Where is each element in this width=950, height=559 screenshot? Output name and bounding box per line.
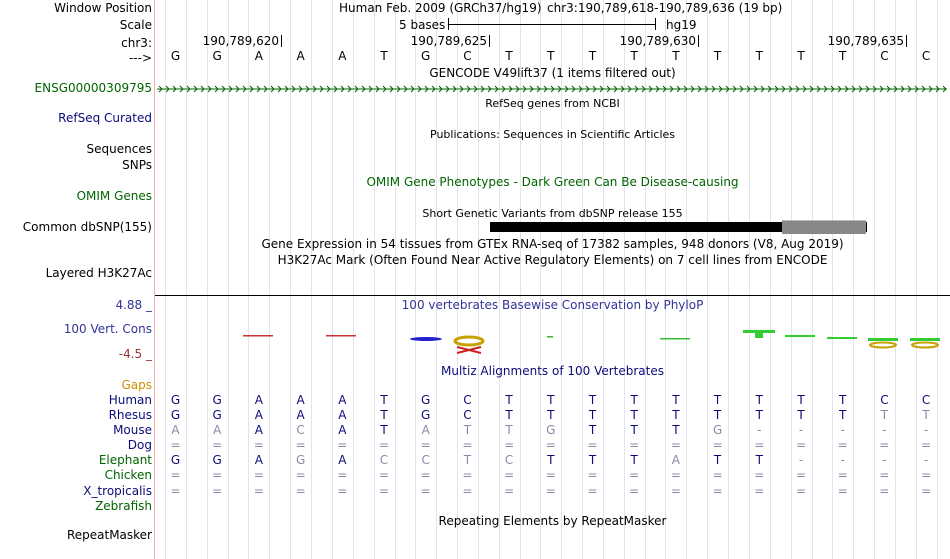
alignment-base: C xyxy=(463,408,472,422)
track-label-pane xyxy=(0,0,154,559)
reference-sequence[interactable] xyxy=(155,49,950,64)
alignment-base: = xyxy=(754,438,765,452)
alignment-base: C xyxy=(504,453,514,467)
alignment-base: T xyxy=(672,408,680,422)
alignment-base: T xyxy=(547,453,555,467)
gene-strand-arrows xyxy=(157,84,947,94)
alignment-base: = xyxy=(253,438,264,452)
alignment-base: = xyxy=(462,438,473,452)
alignment-base: = xyxy=(879,468,890,482)
alignment-base: A xyxy=(254,453,263,467)
alignment-base: = xyxy=(337,438,348,452)
snps-label[interactable]: SNPs xyxy=(122,158,152,172)
reference-base: C xyxy=(880,49,889,63)
alignment-base: = xyxy=(629,484,640,498)
phylop-conservation-graph[interactable] xyxy=(155,326,950,356)
dbsnp-variant-bar-gray[interactable] xyxy=(782,220,866,234)
reference-base: A xyxy=(338,49,347,63)
alignment-base: G xyxy=(421,393,431,407)
alignment-base: T xyxy=(588,453,597,467)
alignment-base: G xyxy=(212,408,222,422)
alignment-base: G xyxy=(212,453,222,467)
species-elephant-label[interactable]: Elephant xyxy=(98,453,152,467)
repeatmasker-label[interactable]: RepeatMasker xyxy=(66,528,152,542)
alignment-base: = xyxy=(253,468,264,482)
alignment-base: T xyxy=(380,408,388,422)
gaps-label[interactable]: Gaps xyxy=(121,378,152,392)
phylop-negative-marks xyxy=(243,335,356,337)
alignment-base: = xyxy=(462,468,473,482)
sequences-label[interactable]: Sequences xyxy=(86,142,152,156)
alignment-base: = xyxy=(712,438,723,452)
alignment-base: = xyxy=(921,484,932,498)
omim-genes-label[interactable]: OMIM Genes xyxy=(76,189,152,203)
alignment-base: - xyxy=(923,453,929,467)
alignment-base: = xyxy=(420,468,431,482)
species-human-label[interactable]: Human xyxy=(108,393,152,407)
ruler-tick-label: 190,789,630 xyxy=(619,34,696,48)
alignment-base: = xyxy=(170,484,181,498)
ruler-tick-label: 190,789,635 xyxy=(827,34,904,48)
alignment-base: T xyxy=(380,393,388,407)
alignment-base: A xyxy=(296,393,305,407)
alignment-base: = xyxy=(295,438,306,452)
alignment-base: - xyxy=(798,453,804,467)
alignment-base: = xyxy=(587,438,598,452)
alignment-base: = xyxy=(670,484,681,498)
reference-base: T xyxy=(380,49,388,63)
alignment-base: T xyxy=(630,393,638,407)
scale-bar-right-tick xyxy=(655,18,656,30)
track-separator xyxy=(155,295,950,296)
alignment-base: = xyxy=(921,468,932,482)
alignment-base: = xyxy=(504,484,515,498)
alignment-base: A xyxy=(171,423,180,437)
alignment-base: T xyxy=(755,453,763,467)
alignment-base: T xyxy=(755,393,763,407)
refseq-curated-label[interactable]: RefSeq Curated xyxy=(58,111,152,125)
gencode-track-title: GENCODE V49lift37 (1 items filtered out) xyxy=(429,66,676,80)
alignment-base: T xyxy=(672,393,680,407)
alignment-base: = xyxy=(545,468,556,482)
alignment-base: G xyxy=(170,393,181,407)
alignment-base: = xyxy=(378,468,390,482)
multiz-track-title: Multiz Alignments of 100 Vertebrates xyxy=(440,364,665,378)
alignment-row-xtropicalis[interactable] xyxy=(155,484,950,499)
alignment-base: - xyxy=(923,423,929,437)
alignment-base: = xyxy=(712,468,723,482)
repeatmasker-track-title: Repeating Elements by RepeatMasker xyxy=(438,514,667,528)
alignment-base: = xyxy=(295,468,306,482)
alignment-base: C xyxy=(379,453,389,467)
alignment-base: = xyxy=(879,484,890,498)
alignment-base: = xyxy=(754,484,765,498)
phylop-max-label[interactable]: 4.88 _ xyxy=(115,298,152,312)
alignment-base: T xyxy=(713,408,722,422)
alignment-base: = xyxy=(670,468,681,482)
window-position-label[interactable]: Window Position xyxy=(54,1,152,15)
ruler-tick xyxy=(698,35,699,47)
ruler-tick xyxy=(489,35,490,47)
alignment-base: T xyxy=(630,453,638,467)
scale-bar-left-tick xyxy=(448,18,449,30)
gene-model-ensg00000309795[interactable] xyxy=(157,83,947,93)
reference-base: T xyxy=(630,49,638,63)
alignment-base: G xyxy=(712,423,723,437)
reference-base: T xyxy=(839,49,847,63)
alignment-base: = xyxy=(837,438,848,452)
alignment-base: = xyxy=(629,438,640,452)
species-chicken-label[interactable]: Chicken xyxy=(104,468,152,482)
alignment-base: = xyxy=(670,438,681,452)
alignment-base: = xyxy=(170,468,181,482)
gtex-track-title: Gene Expression in 54 tissues from GTEx RNA-seq of 17382 samples, 948 donors (V8, Aug 2019) xyxy=(261,237,844,251)
alignment-base: - xyxy=(757,423,762,437)
refseq-track-title: RefSeq genes from NCBI xyxy=(485,97,620,110)
alignment-base: = xyxy=(212,484,223,498)
alignment-base: T xyxy=(588,408,597,422)
alignment-base: G xyxy=(546,423,556,437)
alignment-base: T xyxy=(797,408,805,422)
alignment-base: = xyxy=(253,484,264,498)
reference-base: A xyxy=(296,49,305,63)
omim-track-title: OMIM Gene Phenotypes - Dark Green Can Be Disease-causing xyxy=(366,175,739,189)
alignment-base: = xyxy=(545,438,556,452)
alignment-base: = xyxy=(712,484,723,498)
alignment-base: T xyxy=(588,393,597,407)
chr-label[interactable]: chr3: xyxy=(121,36,152,50)
db-text: hg19 xyxy=(666,18,697,32)
alignment-base: T xyxy=(839,408,847,422)
alignment-base: = xyxy=(795,468,807,482)
ruler-tick-label: 190,789,620 xyxy=(202,34,279,48)
alignment-base: - xyxy=(798,423,804,437)
common-dbsnp-label[interactable]: Common dbSNP(155) xyxy=(22,220,152,234)
alignment-base: G xyxy=(295,453,306,467)
alignment-row-chicken[interactable] xyxy=(155,468,950,483)
reference-base: T xyxy=(505,49,513,63)
alignment-base: - xyxy=(882,423,887,437)
alignment-base: T xyxy=(755,408,763,422)
alignment-base: T xyxy=(463,453,472,467)
alignment-base: T xyxy=(672,423,680,437)
reference-base: G xyxy=(212,49,222,63)
species-dog-label[interactable]: Dog xyxy=(127,438,152,452)
reference-base: T xyxy=(588,49,597,63)
alignment-base: C xyxy=(921,393,931,407)
alignment-base: = xyxy=(921,438,932,452)
alignment-base: T xyxy=(588,423,597,437)
alignment-base: = xyxy=(462,484,473,498)
reference-base: G xyxy=(421,49,431,63)
alignment-base: - xyxy=(840,423,845,437)
alignment-base: T xyxy=(463,423,472,437)
scale-label[interactable]: Scale xyxy=(119,18,152,32)
ensg-label[interactable]: ENSG00000309795 xyxy=(34,81,152,95)
alignment-row-dog[interactable] xyxy=(155,438,950,453)
alignment-base: C xyxy=(296,423,305,437)
alignment-base: T xyxy=(713,453,722,467)
alignment-base: = xyxy=(545,484,556,498)
alignment-base: T xyxy=(839,393,847,407)
alignment-base: = xyxy=(879,438,890,452)
alignment-base: - xyxy=(840,453,845,467)
species-mouse-label[interactable]: Mouse xyxy=(113,423,152,437)
reference-base: T xyxy=(547,49,555,63)
reference-base: T xyxy=(713,49,722,63)
alignment-base: = xyxy=(504,468,515,482)
ruler-tick-label: 190,789,625 xyxy=(410,34,487,48)
alignment-base: A xyxy=(254,423,263,437)
alignment-base: A xyxy=(338,423,347,437)
alignment-base: = xyxy=(212,468,223,482)
layered-h3k27ac-label[interactable]: Layered H3K27Ac xyxy=(45,266,152,280)
alignment-base: T xyxy=(505,393,513,407)
ruler-tick xyxy=(281,35,282,47)
species-zebrafish-label[interactable]: Zebrafish xyxy=(95,499,152,513)
h3k27ac-track-title: H3K27Ac Mark (Often Found Near Active Regulatory Elements) on 7 cell lines from ENCODE xyxy=(277,253,828,267)
species-rhesus-label[interactable]: Rhesus xyxy=(108,408,152,422)
base-position-ruler[interactable] xyxy=(155,34,950,50)
alignment-base: = xyxy=(337,468,348,482)
alignment-base: = xyxy=(587,484,598,498)
alignment-base: T xyxy=(797,393,805,407)
alignment-base: C xyxy=(880,393,889,407)
alignment-base: T xyxy=(880,408,889,422)
alignment-base: = xyxy=(378,438,390,452)
reference-base: G xyxy=(170,49,181,63)
alignment-row-rhesus[interactable] xyxy=(155,408,950,423)
alignment-row-elephant[interactable] xyxy=(155,453,950,468)
alignment-base: = xyxy=(795,484,807,498)
alignment-base: T xyxy=(630,423,638,437)
alignment-base: = xyxy=(837,468,848,482)
alignment-base: A xyxy=(421,423,430,437)
reference-base: A xyxy=(254,49,263,63)
ruler-tick xyxy=(906,35,907,47)
alignment-base: = xyxy=(378,484,390,498)
alignment-base: = xyxy=(837,484,848,498)
alignment-base: A xyxy=(338,393,347,407)
alignment-base: T xyxy=(547,408,555,422)
alignment-base: G xyxy=(212,393,222,407)
assembly-title: Human Feb. 2009 (GRCh37/hg19) xyxy=(339,1,542,15)
phylop-min-label[interactable]: -4.5 _ xyxy=(118,347,152,361)
alignment-base: T xyxy=(630,408,638,422)
reference-base: T xyxy=(672,49,680,63)
alignment-base: = xyxy=(504,438,515,452)
alignment-base: A xyxy=(671,453,680,467)
alignment-base: A xyxy=(213,423,222,437)
alignment-base: T xyxy=(547,393,555,407)
species-xtropicalis-label[interactable]: X_tropicalis xyxy=(83,484,152,498)
strand-arrow-label[interactable]: ---> xyxy=(128,51,152,65)
reference-base: T xyxy=(755,49,763,63)
alignment-base: = xyxy=(170,438,181,452)
alignment-row-human[interactable] xyxy=(155,393,950,408)
alignment-base: = xyxy=(795,438,807,452)
alignment-base: - xyxy=(882,453,887,467)
alignment-row-mouse[interactable] xyxy=(155,423,950,438)
reference-base: C xyxy=(921,49,931,63)
alignment-base: = xyxy=(754,468,765,482)
alignment-base: = xyxy=(337,484,348,498)
dbsnp-track-title: Short Genetic Variants from dbSNP release 155 xyxy=(422,207,683,220)
scale-bar xyxy=(448,24,656,25)
alignment-base: T xyxy=(922,408,930,422)
alignment-base: A xyxy=(254,393,263,407)
alignment-base: = xyxy=(420,484,431,498)
phylop-track-title: 100 vertebrates Basewise Conservation by PhyloP xyxy=(401,298,704,312)
alignment-base: = xyxy=(587,468,598,482)
alignment-base: = xyxy=(420,438,431,452)
phylop-logo-marks xyxy=(410,330,940,353)
reference-base: T xyxy=(797,49,805,63)
alignment-base: C xyxy=(463,393,472,407)
vert-cons-label[interactable]: 100 Vert. Cons xyxy=(63,322,152,336)
alignment-base: T xyxy=(713,393,722,407)
reference-base: C xyxy=(463,49,472,63)
alignment-base: C xyxy=(421,453,430,467)
position-title: chr3:190,789,618-190,789,636 (19 bp) xyxy=(547,1,783,15)
alignment-base: T xyxy=(505,423,513,437)
alignment-base: A xyxy=(338,408,347,422)
alignment-base: G xyxy=(170,453,181,467)
alignment-base: G xyxy=(421,408,431,422)
alignment-base: A xyxy=(254,408,263,422)
alignment-base: G xyxy=(170,408,181,422)
alignment-base: = xyxy=(295,484,306,498)
alignment-base: = xyxy=(212,438,223,452)
publications-track-title: Publications: Sequences in Scientific Articles xyxy=(430,128,675,141)
alignment-base: A xyxy=(338,453,347,467)
alignment-base: A xyxy=(296,408,305,422)
alignment-base: T xyxy=(380,423,388,437)
alignment-base: = xyxy=(629,468,640,482)
scale-text: 5 bases xyxy=(399,18,446,32)
alignment-base: T xyxy=(505,408,513,422)
